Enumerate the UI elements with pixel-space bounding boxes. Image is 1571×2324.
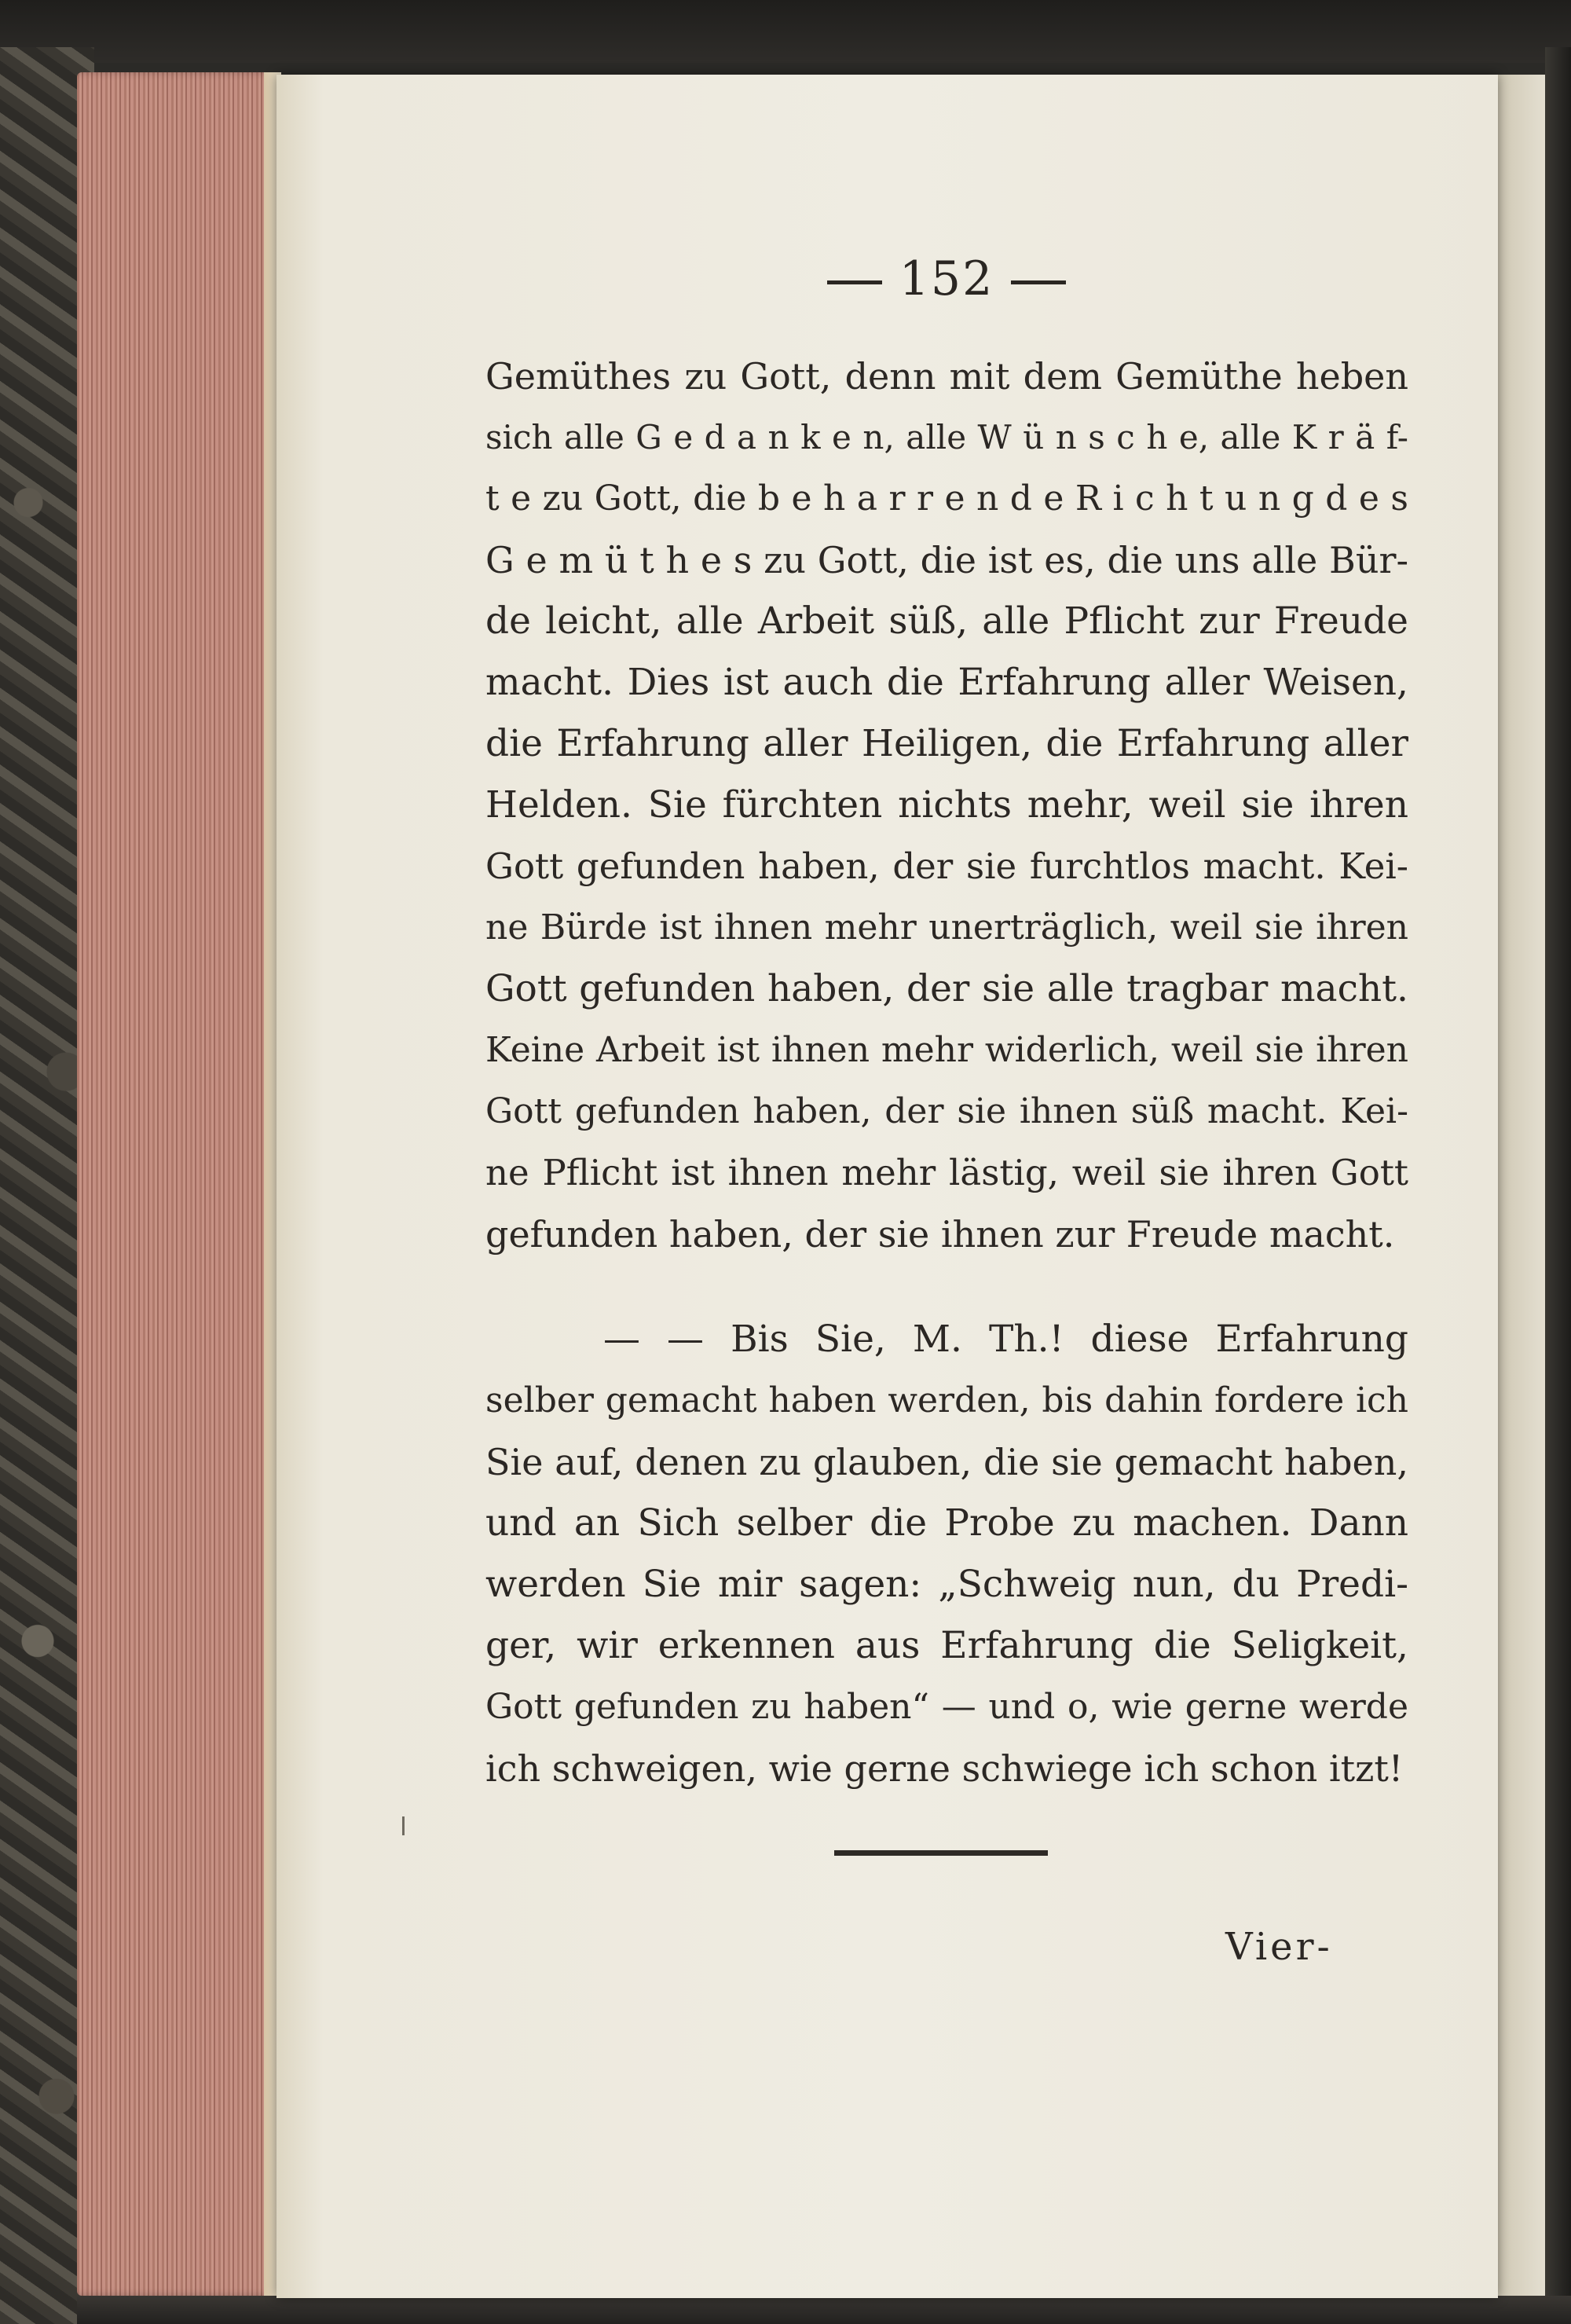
text-line: gefunden haben, der sie ihnen zur Freude macht.	[485, 1213, 1395, 1255]
text-line: Gott gefunden haben, der sie ihnen süß macht. Kei-	[485, 1091, 1408, 1131]
text-line: Sie auf, denen zu glauben, die sie gemacht haben,	[485, 1441, 1408, 1483]
page-header	[809, 251, 1084, 306]
text-line: die Erfahrung aller Heiligen, die Erfahrung aller	[485, 722, 1408, 765]
bottom-background	[77, 2296, 1571, 2324]
text-line: Gemüthes zu Gott, denn mit dem Gemüthe heben	[485, 355, 1408, 398]
page-body	[485, 346, 1408, 1799]
text-line: Gott gefunden haben, der sie furchtlos macht. Kei-	[485, 845, 1408, 887]
top-background	[0, 0, 1571, 63]
text-line: t e zu Gott, die b e h a r r e n d e R i c h t u n g d e s	[485, 478, 1408, 519]
text-line: sich alle G e d a n k e n, alle W ü n s c h e, alle K r ä f-	[485, 418, 1408, 456]
section-rule	[834, 1850, 1048, 1856]
text-line: selber gemacht haben werden, bis dahin fordere ich	[485, 1380, 1408, 1420]
facing-page-edge	[1498, 75, 1545, 2298]
text-line: — — Bis Sie, M. Th.! diese Erfahrung	[603, 1318, 1408, 1361]
page-number: 152	[899, 251, 994, 306]
text-line: macht. Dies ist auch die Erfahrung aller Weisen,	[485, 661, 1408, 704]
text-line: G e m ü t h e s zu Gott, die ist es, die uns alle Bür-	[485, 539, 1408, 581]
text-line: ne Bürde ist ihnen mehr unerträglich, weil sie ihren	[485, 907, 1408, 948]
text-line: und an Sich selber die Probe zu machen. Dann	[485, 1501, 1408, 1545]
text-line: Keine Arbeit ist ihnen mehr widerlich, weil sie ihren	[485, 1030, 1408, 1070]
header-dash-right	[1011, 280, 1066, 284]
header-dash-left	[827, 280, 882, 284]
stray-mark	[402, 1816, 405, 1835]
text-line: werden Sie mir sagen: „Schweig nun, du Predi-	[485, 1563, 1408, 1606]
text-line: ne Pflicht ist ihnen mehr lästig, weil sie ihren Gott	[485, 1152, 1408, 1193]
paragraph-gap	[485, 1265, 1408, 1309]
text-line: ger, wir erkennen aus Erfahrung die Seligkeit,	[485, 1624, 1408, 1667]
catchword: Vier-	[1225, 1925, 1333, 1969]
text-line: Helden. Sie fürchten nichts mehr, weil sie ihren	[485, 783, 1408, 827]
text-line: ich schweigen, wie gerne schwiege ich schon itzt!	[485, 1747, 1404, 1790]
page-edges	[77, 72, 281, 2296]
text-line: Gott gefunden haben, der sie alle tragbar macht.	[485, 967, 1408, 1010]
text-line: Gott gefunden zu haben“ — und o, wie gerne werde	[485, 1687, 1408, 1727]
right-background	[1545, 47, 1571, 2324]
text-line: de leicht, alle Arbeit süß, alle Pflicht zur Freude	[485, 599, 1408, 643]
